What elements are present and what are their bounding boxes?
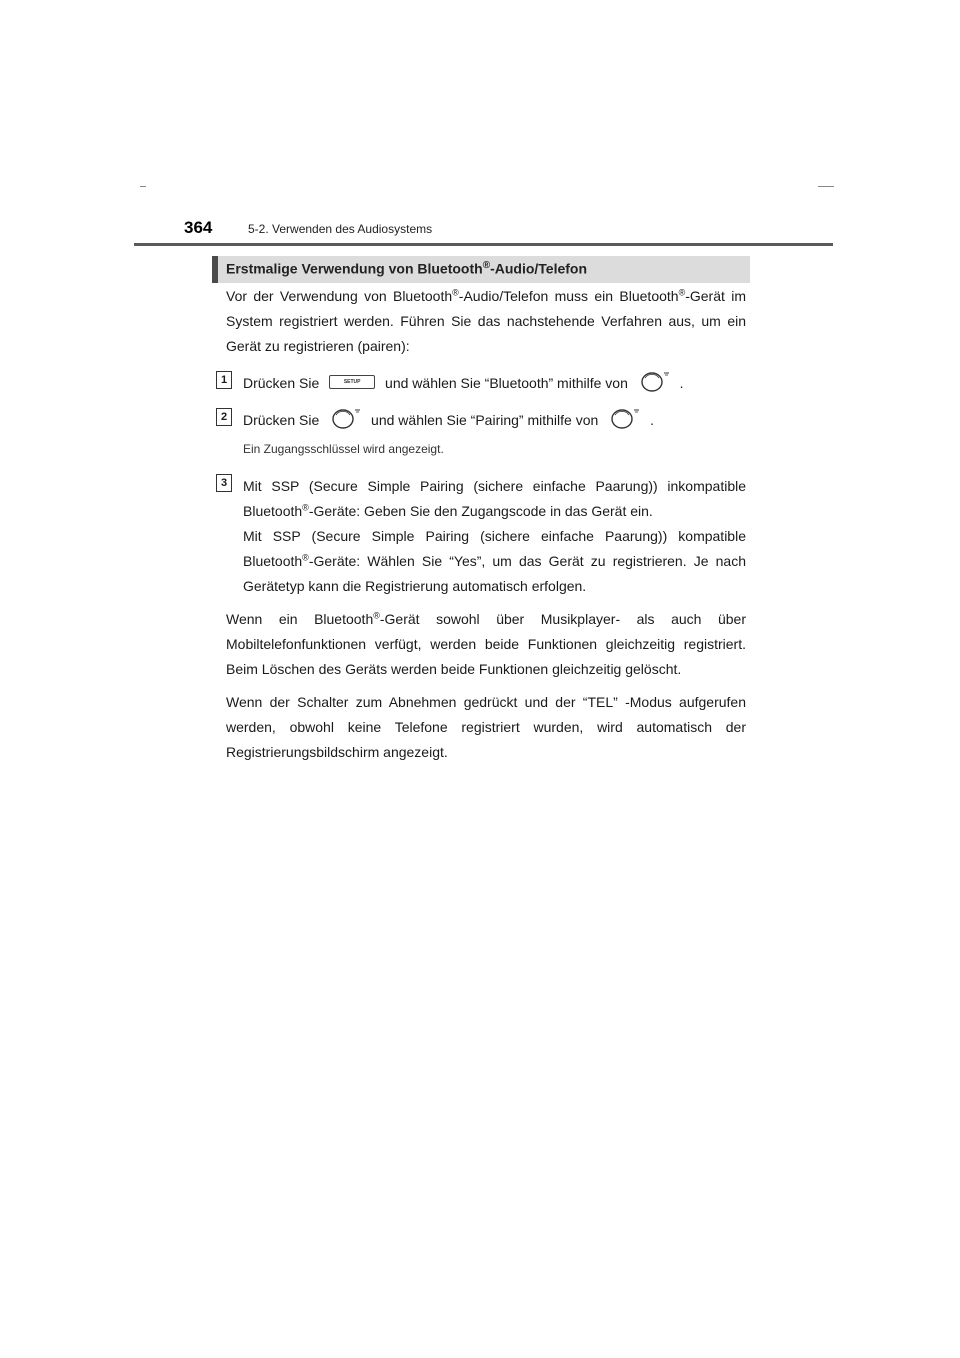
step-2 (220, 408, 746, 433)
step-number: 2 (216, 408, 232, 426)
crop-mark-left (140, 186, 146, 187)
step-2-note: Ein Zugangsschlüssel wird angezeigt. (243, 442, 444, 456)
step-number: 3 (216, 474, 232, 492)
header-rule (134, 243, 833, 246)
step-3 (220, 474, 746, 599)
crop-mark-right (818, 186, 834, 187)
tel-mode-paragraph: Wenn der Schalter zum Abnehmen gedrückt und der “TEL” -Modus aufgerufen werden, obwohl keine Telefone registriert wurden, wird automatisch der Registrierungsbildschirm angezeigt. (226, 694, 746, 760)
tune-select-knob-icon (606, 407, 642, 429)
tune-select-knob-icon (327, 407, 363, 429)
step-1 (220, 371, 746, 396)
intro-paragraph: Vor der Verwendung von Bluetooth®-Audio/Telefon muss ein Bluetooth®-Gerät im System registriert werden. Führen Sie das nachstehende Verfahren aus, um ein Gerät zu registrieren (pairen): (226, 287, 746, 354)
section-heading (212, 256, 750, 283)
page-number: 364 (184, 218, 213, 237)
tune-select-knob-icon (636, 370, 672, 392)
music-phone-paragraph: Wenn ein Bluetooth®-Gerät sowohl über Musikplayer- als auch über Mobiltelefonfunktionen verfügt, werden beide Funktionen gleichzeitig registriert. Beim Löschen des Geräts werden beide Funktionen gleichzeitig gelöscht. (226, 610, 746, 677)
step-number: 1 (216, 371, 232, 389)
section-title: Erstmalige Verwendung von Bluetooth®-Audio/Telefon (226, 260, 588, 277)
chapter-title: 5-2. Verwenden des Audiosystems (248, 222, 433, 236)
step-text: Drücken Sie und wählen Sie “Pairing” mithilfe von . (243, 408, 746, 433)
setup-button-icon: SETUP (329, 375, 375, 389)
content (220, 284, 746, 765)
step-text: Drücken Sie SETUP und wählen Sie “Bluetooth” mithilfe von . (243, 371, 746, 396)
step-text: Mit SSP (Secure Simple Pairing (sichere einfache Paarung)) inkompatible Bluetooth®-Geräte: Geben Sie den Zugangscode in das Gerät ein. Mit SSP (Secure Simple Pairing (sichere einfache Paarung)) kompatible Bluetooth®-Geräte: Wählen Sie “Yes”, um das Gerät zu registrieren. Je nach Gerätetyp kann die Registrierung automatisch erfolgen. (243, 478, 746, 594)
